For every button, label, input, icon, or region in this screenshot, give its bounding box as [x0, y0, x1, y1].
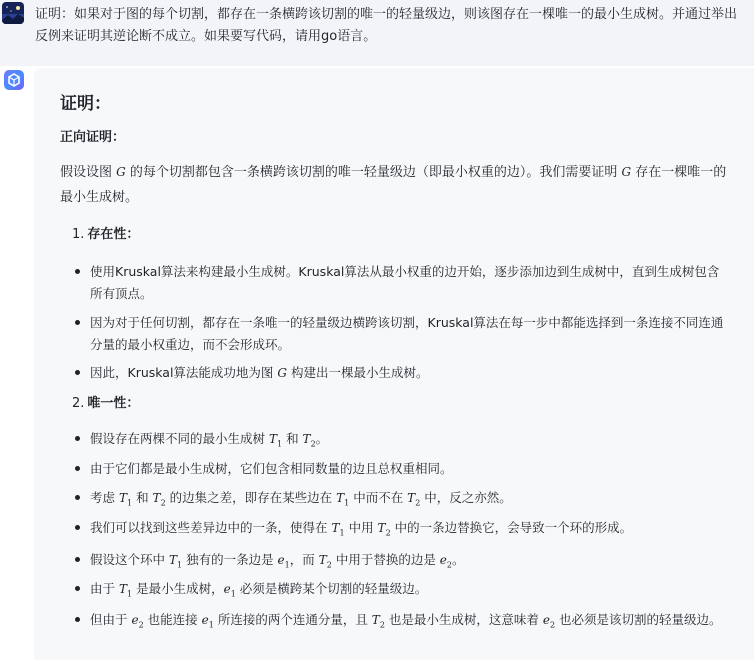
user-message	[0, 0, 754, 66]
bullet-icon	[75, 495, 80, 500]
bullet-icon	[75, 617, 80, 622]
bullet-icon	[75, 320, 80, 325]
list-item: 由于 $T_1$ 是最小生成树，$e_1$ 必须是横跨某个切割的轻量级边。	[90, 578, 730, 605]
list-item: 因此，Kruskal算法能成功地为图 G 构建出一棵最小生成树。	[90, 362, 730, 384]
list-item: 使用Kruskal算法来构建最小生成树。Kruskal算法从最小权重的边开始，逐步添加边到生成树中，直到生成树包含所有顶点。	[90, 261, 730, 305]
bullet-icon	[75, 557, 80, 562]
list-item: 考虑 $T_1$ 和 $T_2$ 的边集之差，即存在某些边在 $T_1$ 中而不在 $T_2$ 中，反之亦然。	[90, 487, 730, 514]
bullet-icon	[75, 466, 80, 471]
forward-proof-heading: 正向证明：	[60, 130, 126, 145]
bullet-icon	[75, 586, 80, 591]
list-item: 假设这个环中 $T_1$ 独有的一条边是 $e_1$，而 $T_2$ 中用于替换的边是 $e_2$。	[90, 549, 730, 576]
list-item: 由于它们都是最小生成树，它们包含相同数量的边且总权重相同。	[90, 458, 730, 480]
uniqueness-heading: 2. 唯一性：	[72, 396, 140, 411]
cube-logo-icon	[4, 70, 24, 90]
user-prompt-text: 证明：如果对于图的每个切割，都存在一条横跨该切割的唯一的轻量级边，则该图存在一棵唯一的最小生成树。并通过举出反例来证明其逆论断不成立。如果要写代码，请用go语言。	[35, 7, 738, 44]
bullet-icon	[75, 269, 80, 274]
list-item: 因为对于任何切割，都存在一条唯一的轻量级边横跨该切割，Kruskal算法在每一步中都能选择到一条连接不同连通分量的最小权重边，而不会形成环。	[90, 312, 730, 356]
intro-paragraph: 假设设图 G 的每个切割都包含一条横跨该切割的唯一轻量级边（即最小权重的边）。我们需要证明 G 存在一棵唯一的最小生成树。	[60, 165, 727, 205]
bullet-icon	[75, 370, 80, 375]
list-item: 但由于 $e_2$ 也能连接 $e_1$ 所连接的两个连通分量，且 $T_2$ 也是最小生成树，这意味着 $e_2$ 也必须是该切割的轻量级边。	[90, 609, 730, 636]
user-avatar[interactable]	[2, 2, 24, 24]
list-item: 我们可以找到这些差异边中的一条，使得在 $T_1$ 中用 $T_2$ 中的一条边替换它，会导致一个环的形成。	[90, 517, 730, 544]
answer-title: 证明：	[60, 94, 111, 114]
list-item: 假设存在两棵不同的最小生成树 $T_1$ 和 $T_2$。	[90, 428, 730, 455]
math-symbol-G: G	[116, 165, 126, 179]
existence-heading: 1. 存在性：	[72, 227, 140, 242]
assistant-avatar	[4, 70, 24, 90]
bullet-icon	[75, 525, 80, 530]
bullet-icon	[75, 436, 80, 441]
